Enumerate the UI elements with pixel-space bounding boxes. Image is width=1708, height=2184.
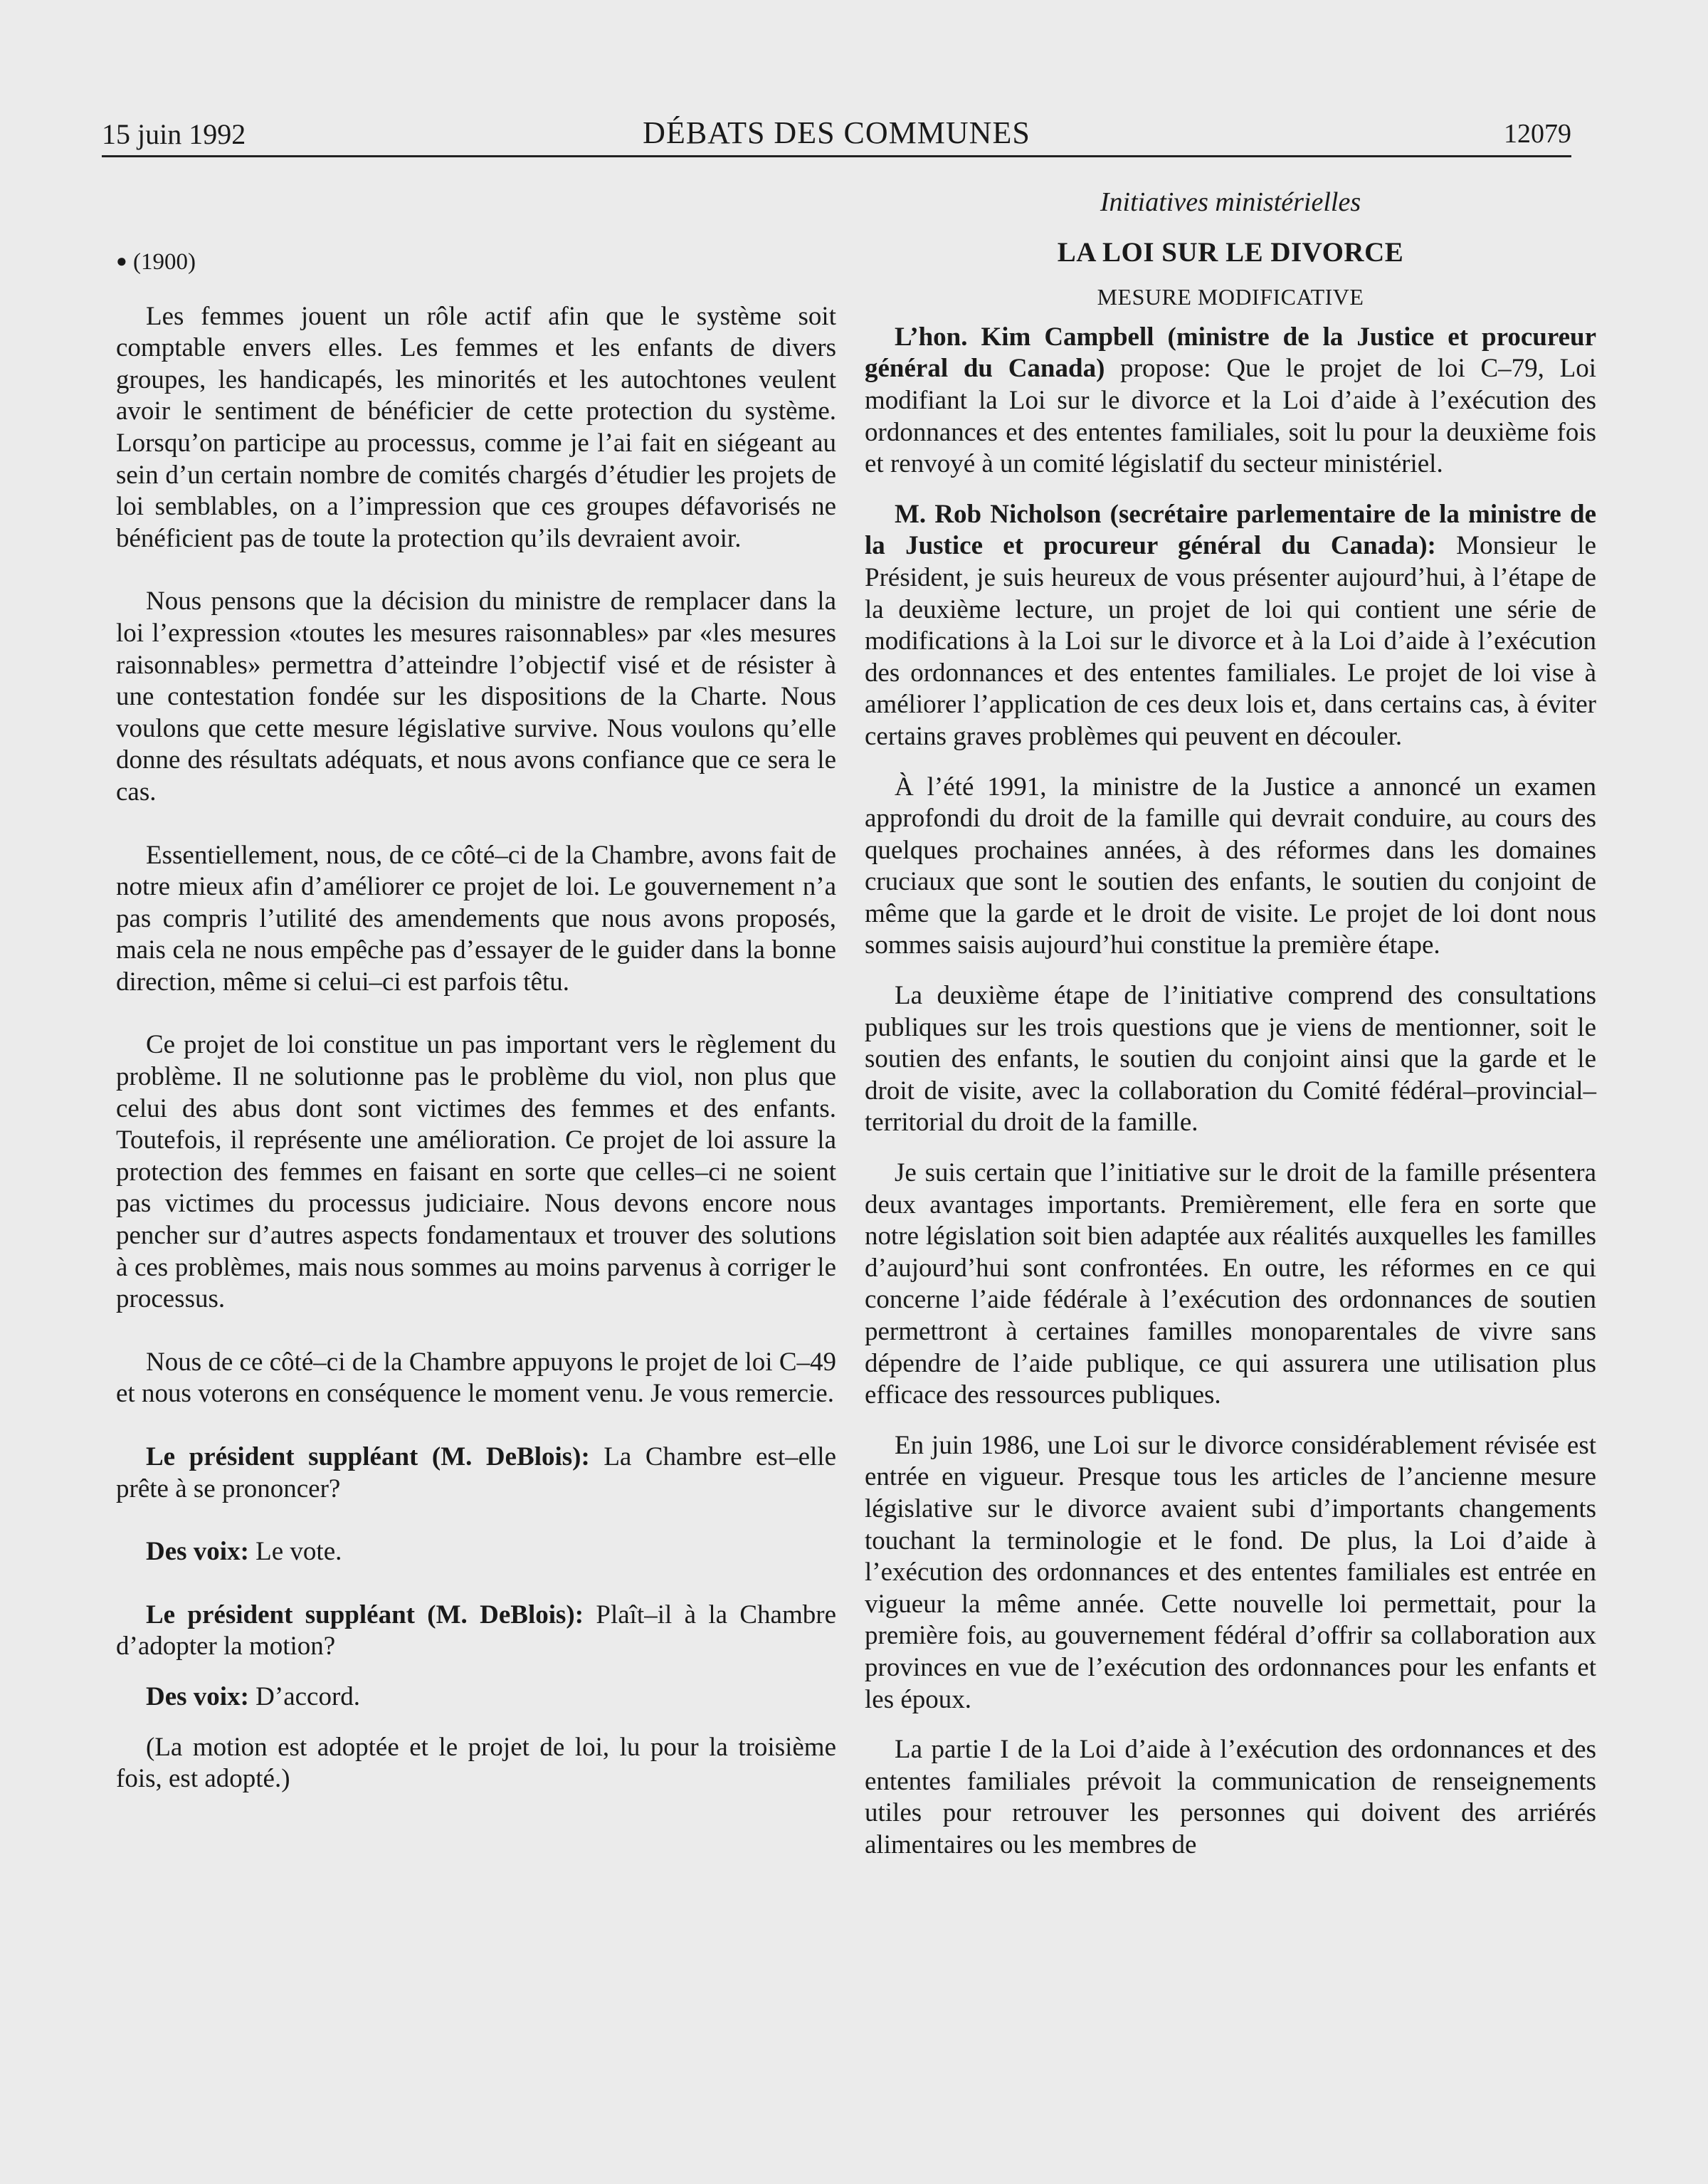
speech — [116, 1442, 836, 1505]
header-date: 15 juin 1992 — [102, 118, 246, 150]
speaker-name: M. Rob Nicholson (secrétaire parlementaire de la ministre de la Justice et procureur général du Canada): — [865, 499, 1596, 561]
paragraph: La deuxième étape de l’initiative comprend des consultations publiques sur les trois questions que je viens de mentionner, soit le soutien des enfants, le soutien du conjoint ainsi que la garde et le droit de visite, avec la collaboration du Comité fédéral–provincial–territorial du droit de la famille. — [865, 981, 1596, 1138]
speech — [865, 322, 1596, 481]
speech — [865, 499, 1596, 753]
bill-subtitle: MESURE MODIFICATIVE — [1097, 284, 1364, 310]
paragraph: Je suis certain que l’initiative sur le droit de la famille présentera deux avantages importants. Premièrement, elle fera en sorte que notre législation soit bien adaptée aux réalités auxquelles les familles d’aujourd’hui sont confrontées. En outre, les réformes en ce qui concerne l’aide fédérale à l’exécution des ordonnances de soutien permettront à certaines familles monoparentales de vivre sans dépendre de l’aide publique, ce qui assurera une utilisation plus efficace des ressources publiques. — [865, 1158, 1596, 1410]
speech-text: La Chambre est–elle prête à se prononcer? — [116, 1442, 837, 1503]
right-column — [865, 187, 1596, 1880]
speech — [116, 1600, 836, 1663]
page-header — [102, 114, 1571, 157]
speech — [116, 1681, 836, 1713]
speaker-name: Des voix: — [146, 1537, 249, 1567]
speaker-name: L’hon. Kim Campbell (ministre de la Justice et procureur général du Canada) — [865, 322, 1596, 384]
speech-text: D’accord. — [255, 1681, 361, 1711]
paragraph: Nous de ce côté–ci de la Chambre appuyons le projet de loi C–49 et nous voterons en conséquence le moment venu. Je vous remercie. — [116, 1347, 836, 1409]
speech-text: Le vote. — [255, 1537, 342, 1567]
bill-title: LA LOI SUR LE DIVORCE — [1057, 236, 1404, 268]
speaker-name: Le président suppléant (M. DeBlois): — [146, 1442, 590, 1471]
speaker-name: Le président suppléant (M. DeBlois): — [146, 1600, 584, 1629]
bullet-icon: ● — [116, 251, 127, 271]
speech-text: propose: Que le projet de loi C–79, Loi modifiant la Loi sur le divorce et la Loi d’aide à l’exécution des ordonnances et des ententes familiales, soit lu pour la deuxième fois et renvoyé à un comité législatif du secteur ministériel. — [865, 354, 1596, 479]
timestamp — [116, 246, 836, 278]
paragraph: Les femmes jouent un rôle actif afin que le système soit comptable envers elles. Les femmes et les enfants de divers groupes, les handicapés, les minorités et les autochtones veulent avoir le sentiment de bénéficier de cette protection du système. Lorsqu’on participe au processus, comme je l’ai fait en siégeant au sein d’un certain nombre de comités chargés d’étudier les projets de loi semblables, on a l’impression que ces groupes défavorisés ne bénéficient pas de toute la protection qu’ils devraient avoir. — [116, 301, 836, 553]
section-heading: Initiatives ministérielles — [1100, 187, 1361, 217]
paragraph: En juin 1986, une Loi sur le divorce considérablement révisée est entrée en vigueur. Presque tous les articles de l’ancienne mesure législative sur le divorce avaient subi d’importants changements touchant la terminologie et le fond. De plus, la Loi d’aide à l’exécution des ordonnances et des ententes familiales est entrée en vigueur la même année. Cette nouvelle loi permettait, pour la première fois, au gouvernement fédéral d’offrir sa collaboration aux provinces en vue de l’exécution des ordonnances pour les enfants et les époux. — [865, 1430, 1596, 1714]
paragraph: Ce projet de loi constitue un pas important vers le règlement du problème. Il ne solutionne pas le problème du viol, non plus que celui des abus dont sont victimes des femmes et des enfants. Toutefois, il représente une amélioration. Ce projet de loi assure la protection des femmes en faisant en sorte que celles–ci ne soient pas victimes du processus judiciaire. Nous devons encore nous pencher sur d’autres aspects fondamentaux et trouver des solutions à ces problèmes, mais nous sommes au moins parvenus à corriger le processus. — [116, 1030, 836, 1314]
speaker-name: Des voix: — [146, 1681, 249, 1711]
paragraph: La partie I de la Loi d’aide à l’exécution des ordonnances et des ententes familiales prévoit la communication de renseignements utiles pour retrouver les personnes qui doivent des arriérés alimentaires ou les membres de — [865, 1735, 1596, 1859]
speech-text: Monsieur le Président, je suis heureux de vous présenter aujourd’hui, à l’étape de la deuxième lecture, un projet de loi qui contient une série de modifications à la Loi sur le divorce et à la Loi d’aide à l’exécution des ordonnances et des ententes familiales. Le projet de loi vise à améliorer l’application de ces deux lois et, dans certains cas, à éviter certains graves problèmes qui peuvent en découler. — [865, 531, 1596, 751]
header-journal-title: DÉBATS DES COMMUNES — [643, 115, 1030, 150]
header-page-number: 12079 — [1504, 119, 1571, 149]
speech-text: Plaît–il à la Chambre d’adopter la motion? — [116, 1600, 836, 1661]
speech — [116, 1536, 836, 1568]
paragraph: Essentiellement, nous, de ce côté–ci de la Chambre, avons fait de notre mieux afin d’améliorer ce projet de loi. Le gouvernement n’a pas compris l’utilité des amendements que nous avons proposés, mais cela ne nous empêche pas d’essayer de le guider dans la bonne direction, même si celui–ci est parfois têtu. — [116, 840, 836, 997]
paragraph: À l’été 1991, la ministre de la Justice a annoncé un examen approfondi du droit de la famille qui devrait conduire, au cours des quelques prochaines années, à des réformes dans les domaines cruciaux que sont le soutien des enfants, le soutien du conjoint de même que la garde et le droit de visite. Le projet de loi dont nous sommes saisis aujourd’hui constitue la première étape. — [865, 772, 1596, 960]
timestamp-text: (1900) — [132, 249, 196, 275]
closing-note: (La motion est adoptée et le projet de loi, lu pour la troisième fois, est adopté.) — [116, 1732, 836, 1794]
paragraph: Nous pensons que la décision du ministre de remplacer dans la loi l’expression «toutes les mesures raisonnables» par «les mesures raisonnables» permettra d’atteindre l’objectif visé et de résister à une contestation fondée sur les dispositions de la Charte. Nous voulons que cette mesure législative survive. Nous voulons qu’elle donne des résultats adéquats, et nous avons confiance que ce sera le cas. — [116, 587, 836, 807]
left-column — [116, 246, 836, 1814]
